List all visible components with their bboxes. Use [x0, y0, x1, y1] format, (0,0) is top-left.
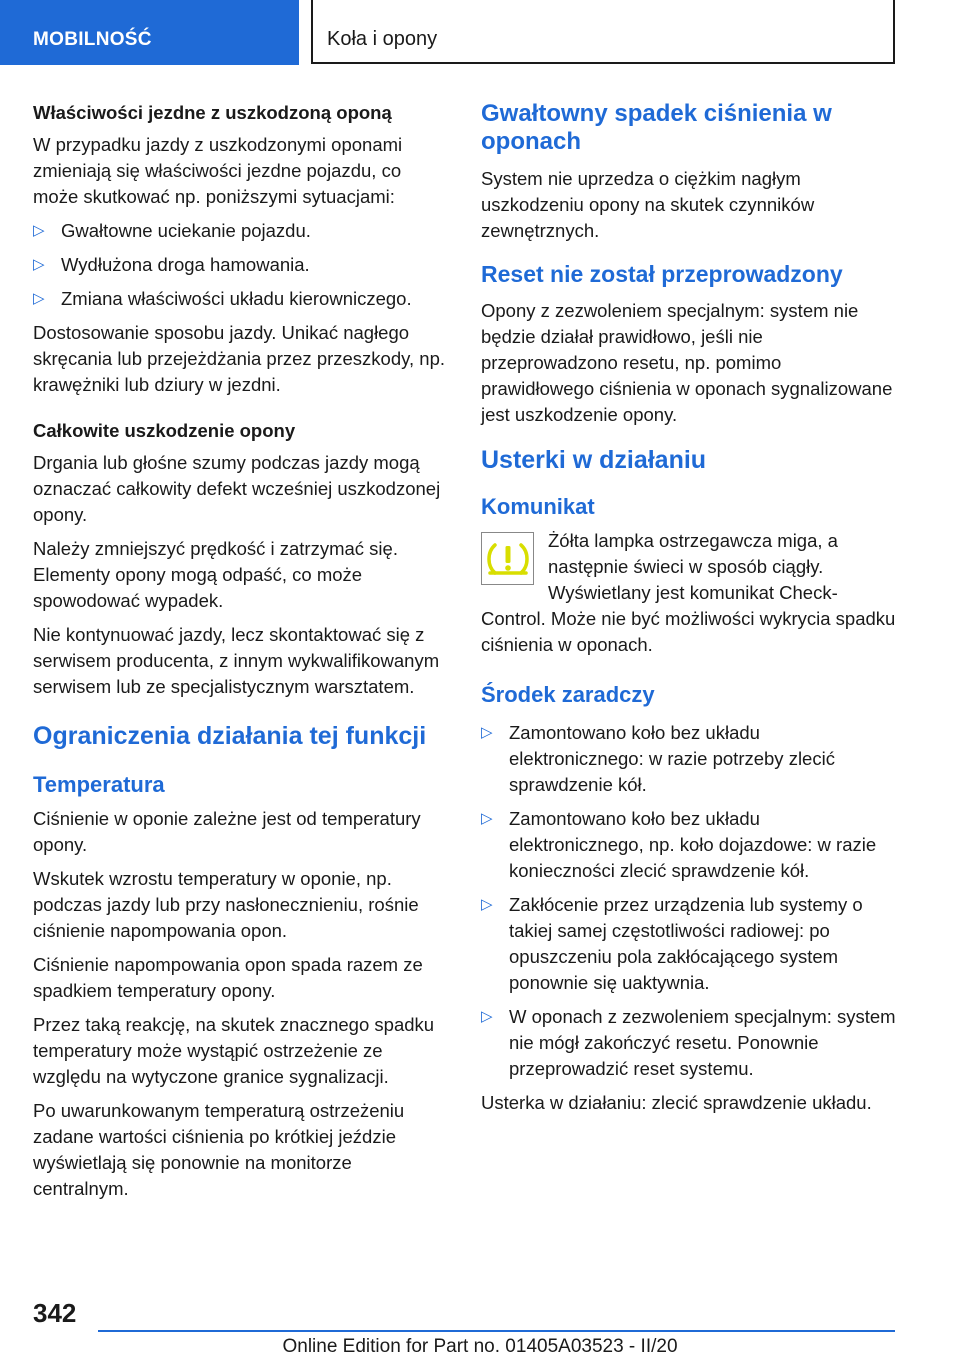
left-column	[33, 100, 449, 1210]
paragraph: Żółta lampka ostrzegawcza miga, a następnie świeci w sposób ciągły. Wyświetlany jest komunikat Check-Control. Może nie być możliwości wykrycia spadku ciśnienia w oponach.	[481, 530, 896, 655]
paragraph: Przez taką reakcję, na skutek znacznego spadku temperatury może wystąpić ostrzeżenie ze względu na wytyczone granice sygnalizacji.	[33, 1014, 435, 1087]
list-item: ▷ Wydłużona droga hamowania.	[33, 252, 449, 278]
edition-footer: Online Edition for Part no. 01405A03523 - II/20	[282, 1336, 678, 1357]
triangle-bullet-icon: ▷	[33, 222, 45, 239]
paragraph: Należy zmniejszyć prędkość i zatrzymać się. Elementy opony mogą odpaść, co może spowodować wypadek.	[33, 538, 398, 611]
triangle-bullet-icon: ▷	[33, 256, 45, 273]
page-number: 342	[33, 1298, 77, 1328]
paragraph: System nie uprzedza o ciężkim nagłym uszkodzeniu opony na skutek czynników zewnętrznych.	[481, 168, 815, 241]
section-tab: MOBILNOŚĆ	[0, 0, 299, 65]
heading-message: Komunikat	[481, 494, 595, 519]
bullet-list	[33, 218, 449, 312]
paragraph: Dostosowanie sposobu jazdy. Unikać nagłego skręcania lub przejeżdżania przez przeszkody, np. krawężniki lub dziury w jezdni.	[33, 322, 446, 395]
heading-temperature: Temperatura	[33, 772, 165, 797]
heading-damaged-tyre: Właściwości jezdne z uszkodzoną oponą	[33, 102, 392, 123]
paragraph: Wskutek wzrostu temperatury w oponie, np. podczas jazdy lub przy nasłonecznieniu, rośnie ciśnienie napompowania opon.	[33, 868, 419, 941]
triangle-bullet-icon: ▷	[481, 1008, 493, 1025]
paragraph: Po uwarunkowanym temperaturą ostrzeżeniu zadane wartości ciśnienia po krótkiej jeździe wyświetlają się ponownie na monitorze centralnym.	[33, 1100, 405, 1199]
paragraph: Ciśnienie w oponie zależne jest od temperatury opony.	[33, 808, 421, 855]
right-column	[481, 100, 897, 1124]
paragraph: Nie kontynuować jazdy, lecz skontaktować się z serwisem producenta, z innym wykwalifikowanym serwisem lub ze specjalistycznym warsztatem.	[33, 624, 440, 697]
triangle-bullet-icon: ▷	[481, 724, 493, 741]
paragraph: Drgania lub głośne szumy podczas jazdy mogą oznaczać całkowity defekt wcześniej uszkodzonej opony.	[33, 452, 441, 525]
tyre-pressure-warning-icon	[481, 532, 534, 585]
heading-remedy: Środek zaradczy	[481, 682, 655, 707]
heading-sudden-drop: Gwałtowny spadek ciśnienia w oponach	[481, 100, 832, 155]
footer-divider	[98, 1330, 895, 1332]
paragraph: Ciśnienie napompowania opon spada razem ze spadkiem temperatury opony.	[33, 954, 423, 1001]
triangle-bullet-icon: ▷	[481, 896, 493, 913]
paragraph: W przypadku jazdy z uszkodzonymi oponami zmieniają się właściwości jezdne pojazdu, co może skutkować np. poniższymi sytuacjami:	[33, 134, 403, 207]
heading-faults: Usterki w działaniu	[481, 446, 707, 474]
list-item: ▷ Zmiana właściwości układu kierowniczego.	[33, 286, 449, 312]
list-item: ▷ Gwałtowne uciekanie pojazdu.	[33, 218, 449, 244]
heading-total-damage: Całkowite uszkodzenie opony	[33, 420, 296, 441]
triangle-bullet-icon: ▷	[481, 810, 493, 827]
paragraph: Opony z zezwoleniem specjalnym: system nie będzie działał prawidłowo, jeśli nie przeprowadzono resetu, np. pomimo prawidłowego ciśnienia w oponach sygnalizowane jest uszkodzenie opony.	[481, 300, 893, 425]
message-block	[481, 528, 897, 682]
list-item: ▷ W oponach z zezwoleniem specjalnym: system nie mógł zakończyć resetu. Ponownie przeprowadzić reset systemu.	[481, 1006, 896, 1079]
triangle-bullet-icon: ▷	[33, 290, 45, 307]
list-item: ▷ Zamontowano koło bez układu elektronicznego: w razie potrzeby zlecić sprawdzenie kół.	[481, 722, 835, 795]
paragraph: Usterka w działaniu: zlecić sprawdzenie układu.	[481, 1092, 872, 1113]
heading-limitations: Ograniczenia działania tej funkcji	[33, 722, 427, 750]
list-item: ▷ Zakłócenie przez urządzenia lub systemy o takiej samej częstotliwości radiowej: po opuszczeniu pola zakłócającego system ponownie się uaktywnia.	[481, 894, 863, 993]
bullet-list	[481, 720, 897, 1082]
heading-reset: Reset nie został przeprowadzony	[481, 261, 843, 287]
list-item: ▷ Zamontowano koło bez układu elektronicznego, np. koło dojazdowe: w razie konieczności zlecić sprawdzenie kół.	[481, 808, 877, 881]
chapter-title: Koła i opony	[311, 0, 895, 64]
